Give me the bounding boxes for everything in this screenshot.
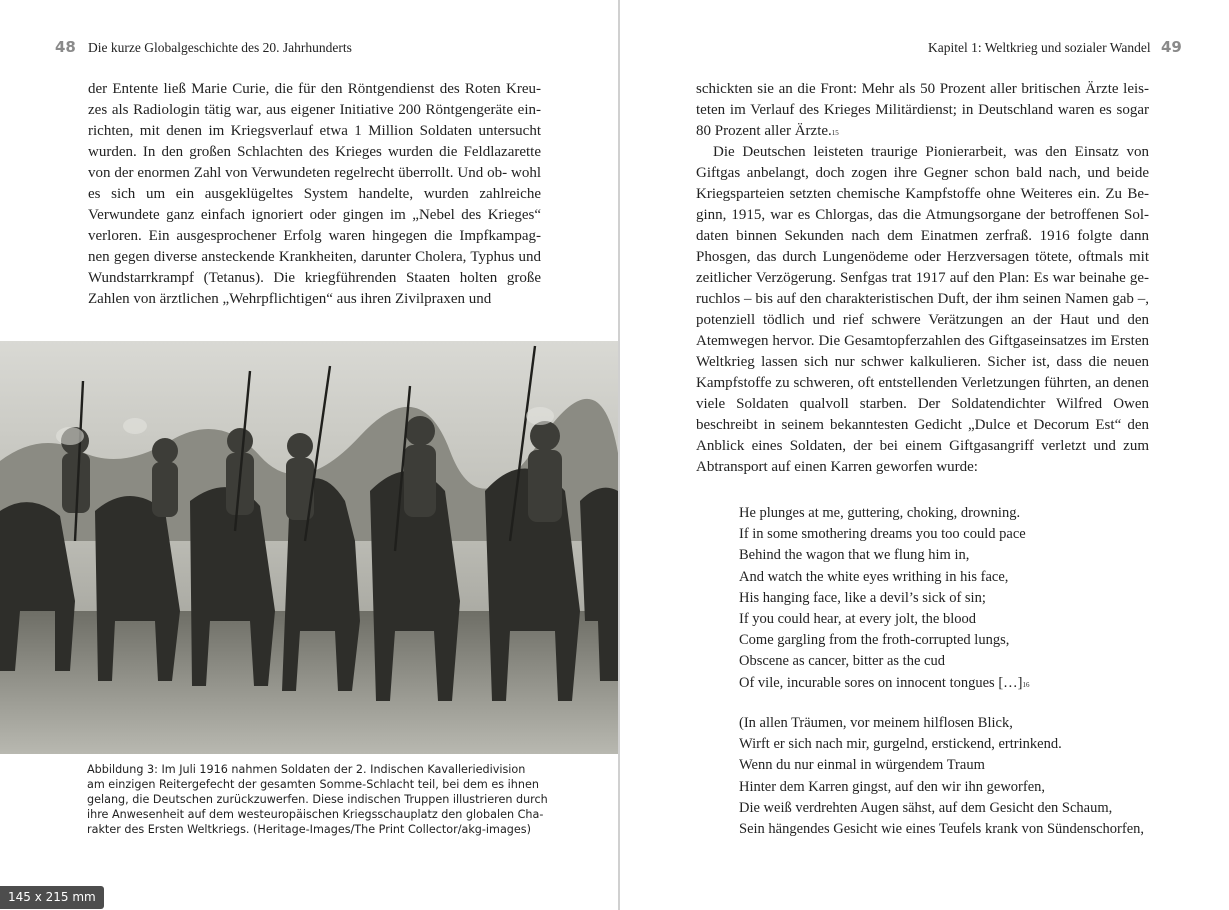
running-head-right: Kapitel 1: Weltkrieg und sozialer Wandel (928, 40, 1151, 55)
poem-line: (In allen Träumen, vor meinem hilflosen Blick, (739, 715, 1013, 731)
poem-line: And watch the white eyes writhing in his face, (739, 568, 1009, 585)
page-number-left: 48 (55, 38, 76, 56)
poem-line: Wenn du nur einmal in würgendem Traum (739, 757, 985, 774)
poem-line: If in some smothering dreams you too could pace (739, 526, 1026, 543)
poem-line: His hanging face, like a devil’s sick of sin; (739, 589, 986, 606)
photo-cavalry-icon (0, 341, 618, 754)
poem-line: Wirft er sich nach mir, gurgelnd, erstickend, ertrinkend. (739, 736, 1062, 753)
running-head-left: Die kurze Globalgeschichte des 20. Jahrhunderts (88, 40, 352, 55)
poem-line: He plunges at me, guttering, choking, drowning. (739, 505, 1021, 521)
left-body-text (88, 79, 541, 310)
photo-illustration (0, 341, 618, 754)
poem-line: If you could hear, at every jolt, the blood (739, 611, 976, 628)
poem-line: Die weiß verdrehten Augen sähst, auf dem Gesicht den Schaum, (739, 799, 1113, 816)
poem-line: Obscene as cancer, bitter as the cud (739, 653, 945, 670)
page-size-badge: 145 x 215 mm (0, 886, 104, 909)
poem-line: Hinter dem Karren gingst, auf den wir ihn geworfen, (739, 778, 1046, 795)
footnote-marker: 16 (1022, 680, 1030, 689)
poem-line: Sein hängendes Gesicht wie eines Teufels krank von Sündenschorfen, (739, 821, 1145, 838)
right-paragraph-2: Die Deutschen leisteten traurige Pionierarbeit, was den Einsatz von Giftgas anbelangt, doch zogen ihre Gegner schon bald nach, und beide Kriegsparteien setzten chemische Kampfstoffe ohne Weiteres ein. Zu Be- ginn, 1915, war es Chlorgas, das die Atmungsorgane der betroffenen Sol- daten binnen Sekunden nach dem Einatmen zerfraß. 1916 folgte dann Phosgen, das durch Lungenödeme oder Herzversagen tötete, oftmals mit zeitlicher Verzögerung. Senfgas trat 1917 auf den Plan: Es war beinahe ge- ruchlos – bis auf den charakteristischen Duft, der ihm seinen Namen gab –, potenziell tödlich und rief schwere Verätzungen an der Haut und den Atemwegen hervor. Die Gesamtopferzahlen des Giftgaseinsatzes im Ersten Weltkrieg lassen sich nur schwer kalkulieren. Sicher ist, dass die neuen Kampfstoffe zu schweren, oft entstellenden Verletzungen führten, an denen viele Soldaten qualvoll starben. Der Soldatendichter Wilfred Owen beschreibt in seinem bekanntesten Gedicht „Dulce et Decorum Est“ den Anblick eines Soldaten, der bei einem Giftgasangriff verletzt und zum Abtransport auf einen Karren geworfen wurde: (696, 144, 1150, 475)
figure-caption: Abbildung 3: Im Juli 1916 nahmen Soldaten der 2. Indischen Kavalleriedivision am einzigen Reitergefecht der gesamten Somme-Schlacht teil, bei dem es ihnen gelang, die Deutschen zurückzuwerfen. Diese indischen Truppen illustrieren durch ihre Anwesenheit auf dem westeuropäischen Kriegsschauplatz den globalen Cha- rakter des Ersten Weltkriegs. (Heritage-Images/The Print Collector/akg-images) (87, 763, 548, 836)
poem-line: Of vile, incurable sores on innocent tongues […]$^{16}$ (739, 674, 1030, 691)
poem-line: Come gargling from the froth-corrupted lungs, (739, 632, 1010, 649)
right-body-text (696, 79, 1149, 478)
right-paragraph-1: schickten sie an die Front: Mehr als 50 Prozent aller britischen Ärzte leis- teten im Verlauf des Krieges Militärdienst; in Deutschland waren es sogar 80 Prozent aller Ärzte.$^{15}$ (696, 81, 1149, 139)
poem-line: Behind the wagon that we flung him in, (739, 547, 970, 564)
footnote-marker: 15 (831, 129, 839, 137)
left-paragraph: der Entente ließ Marie Curie, die für den Röntgendienst des Roten Kreu- zes als Radiologin tätig war, aus eigener Initiative 200 Röntgengeräte ein- richten, mit denen im Kriegsverlauf etwa 1 Million Soldaten untersucht wurden. In den großen Schlachten des Krieges wurden die Feldlazarette von der enormen Zahl von Verwundeten regelrecht überrollt. Und ob- wohl es sich um ein ausgeklügeltes System handelte, wurden zahlreiche Verwundete ganz einfach ignoriert oder gingen im „Nebel des Krieges“ verloren. Ein ausgesprochener Erfolg waren hingegen die Impfkampag- nen gegen diverse ansteckende Krankheiten, darunter Cholera, Typhus und Wundstarrkrampf (Tetanus). Die kriegführenden Staaten holten große Zahlen von ärztlichen „Wehrpflichtigen“ aus ihren Zivilpraxen und (88, 81, 542, 307)
page-number-right: 49 (1161, 38, 1182, 56)
poem-german (739, 713, 1144, 840)
poem-english (739, 503, 1029, 694)
